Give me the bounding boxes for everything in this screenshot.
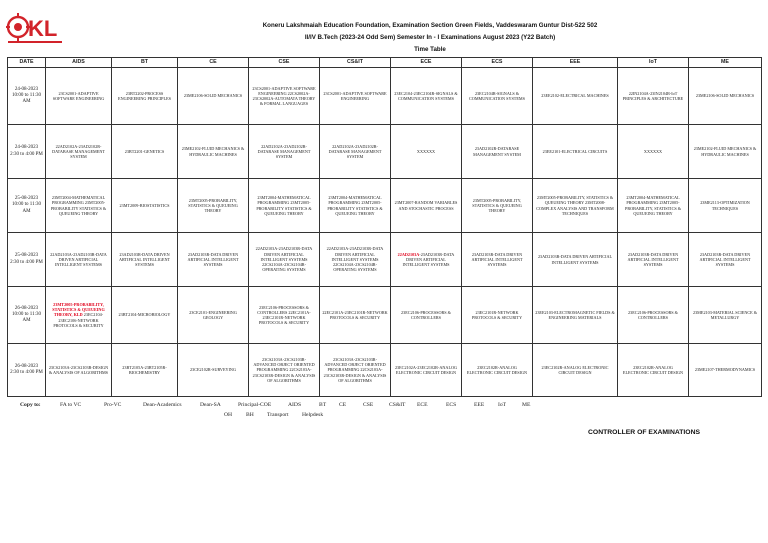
subject-cell: 23ME2103-MATERIAL SCIENCE & METALLURGY [689,287,762,344]
column-header: CS&IT [320,58,391,68]
subject-cell: 23AD2103R-DATA DRIVEN ARTIFICIAL INTELLIGENT SYSTEMS [462,233,533,287]
subject-cell: 23CS2103A-23CS2103R-ADVANCED OBJECT ORIENTED PROGRAMMING 22CS2103A-23CS2103R-DESIGN & ANALYSIS OF ALGORITHMS [249,344,320,397]
subject-cell: 23CS2001-ADAPTIVE SOFTWARE ENGINEERING [46,68,112,125]
subject-text: 23EC2104-23EC2106-NETWORK PROTOCOLS & SECURITY [53,312,104,328]
subject-cell [391,233,462,287]
subject-cell: 23ME2102-FLUID MECHANICS & HYDRAULIC MACHINES [689,125,762,179]
column-header: DATE [8,58,46,68]
exam-date-cell: 25-08-2023 2:30 to 4:00 PM [8,233,46,287]
subject-cell: 22AD2103A-23AD2103R-DATA DRIVEN ARTIFICIAL INTELLIGENT SYSTEMS 22CS2104A-23CS2104R-OPERATING SYSTEMS [320,233,391,287]
subject-cell: 23AD2102R-DATABASE MANAGEMENT SYSTEM [462,125,533,179]
subject-cell: 23EE2103-ELECTROMAGNETIC FIELDS & ENGINEERING MATERIALS [533,287,618,344]
subject-cell: 23ME2106-SOLID MECHANICS [689,68,762,125]
subject-cell: 23MT2009-BIOSTATISTICS [112,179,178,233]
subject-cell: 23ME2106-SOLID MECHANICS [178,68,249,125]
copy-recipient: ECE [417,402,428,408]
subject-cell: 23MT2005-PROBABILITY, STATISTICS & QUEUEING THEORY [178,179,249,233]
subject-cell: 22EC2101A-23EC2101R-NETWORK PROTOCOLS & SECURITY [320,287,391,344]
subject-cell: 23BT2105A-23BT2105R-BIOCHEMISTRY [112,344,178,397]
copy-recipient: CSE [363,402,374,408]
kl-university-logo-icon [6,12,64,46]
column-header: ECS [462,58,533,68]
subject-cell: 23MT2004-MATHEMATICAL PROGRAMMING 23MT2005-PROBABILITY STATISTICS & QUEUEING THEORY [46,179,112,233]
subject-cell: 22AD2102A-23AD2102R-DATABASE MANAGEMENT SYSTEM [46,125,112,179]
subject-cell: 23EC2102R-ANALOG ELECTRONIC CIRCUIT DESIGN [533,344,618,397]
exam-date-cell: 26-08-2023 2:30 to 4:00 PM [8,344,46,397]
subject-cell: 23CS2103A-23CS2103R-DESIGN & ANALYSIS OF ALGORITHMS [46,344,112,397]
subject-text: -23AD2103R-DATA DRIVEN ARTIFICIAL INTELLIGENT SYSTEMS [402,251,455,268]
column-header: IoT [618,58,689,68]
column-header: EEE [533,58,618,68]
subject-cell: 22AD2103A-23AD2103R-DATA DRIVEN ARTIFICIAL INTELLIGENT SYSTEMS 22CS2104A-23CS2104R-OPERATING SYSTEMS [249,233,320,287]
subject-cell: 23ME2113-OPTIMIZATION TECHNIQUES [689,179,762,233]
subject-cell: 23ME2107-THERMODYNAMICS [689,344,762,397]
subject-cell: 23CE2102R-SURVEYING [178,344,249,397]
subject-cell: 23AD2103R-DATA DRIVEN ARTIFICIAL INTELLIGENT SYSTEMS [689,233,762,287]
exam-date-cell: 26-08-2023 10:00 to 11:30 AM [8,287,46,344]
column-header: AIDS [46,58,112,68]
highlighted-subject: 23MT2005-PROBABILITY, STATISTICS & QUEUEING THEORY, KLD [52,301,105,318]
exam-date-cell: 24-08-2023 2:30 to 4:00 PM [8,125,46,179]
subject-cell: 23CS2103A-23CS2103R-ADVANCED OBJECT ORIENTED PROGRAMMING 22CS2103A-23CS2103R-DESIGN & ANALYSIS OF ALGORITHMS [320,344,391,397]
subject-cell: XXXXXX [391,125,462,179]
copy-recipient: OH [224,412,233,418]
subject-cell: 23BT2201-GENETICS [112,125,178,179]
copy-recipient: BT [319,402,327,408]
subject-cell: 22IN2104A-23IN2104R-IoT PRINCIPLES & ARCHITECTURE [618,68,689,125]
subject-cell: 23EC2104R-SIGNALS & COMMUNICATION SYSTEMS [462,68,533,125]
copy-recipient: Dean-Academics [143,402,182,408]
copy-to-label: Copy to: [20,402,41,408]
subject-cell: 23CS2001-ADAPTIVE SOFTWARE ENGINEERING 22CS2002A-23CS2002A-AUTOMATA THEORY & FORMAL LANGUAGES [249,68,320,125]
copy-recipient: EEE [474,402,485,408]
subject-cell: 23EC2106-PROCESSORS & CONTROLLERS [391,287,462,344]
table-row [8,287,762,344]
highlighted-subject: 22AD2103A [397,251,420,257]
subject-cell: 23EC2106-PROCESSORS & CONTROLLERS [618,287,689,344]
exam-timetable [7,57,762,397]
subject-cell: 23EC2102R-ANALOG ELECTRONIC CIRCUIT DESIGN [618,344,689,397]
copy-recipient: FA to VC [60,402,82,408]
exam-title: II/IV B.Tech (2023-24 Odd Sem) Semester In - I Examinations August 2023 (Y22 Batch) [304,34,556,41]
copy-recipient: ECS [446,402,457,408]
subject-cell [46,287,112,344]
subject-cell: 23EC2106-PROCESSORS & CONTROLLERS 22EC2101A-23EC2101R-NETWORK PROTOCOLS & SECURITY [249,287,320,344]
subject-cell: 23MT2005-PROBABILITY, STATISTICS & QUEUEING THEORY [462,179,533,233]
subject-cell: 22AD2102A-23AD2102R-DATABASE MANAGEMENT SYSTEM [249,125,320,179]
copy-recipient: BH [246,412,254,418]
column-header: CSE [249,58,320,68]
copy-recipient: Pro-VC [104,402,122,408]
copy-recipient: CS&IT [389,402,406,408]
copy-recipient: Principal-COE [238,402,272,408]
subject-cell: 23EC2102R-ANALOG ELECTRONIC CIRCUIT DESIGN [462,344,533,397]
subject-cell: 23CE2101-ENGINEERING GEOLOGY [178,287,249,344]
column-header: BT [112,58,178,68]
subject-cell: 23AD2103R-DATA DRIVEN ARTIFICIAL INTELLIGENT SYSTEMS [533,233,618,287]
subject-cell: 22AD2102A-23AD2102R-DATABASE MANAGEMENT SYSTEM [320,125,391,179]
table-row [8,179,762,233]
subject-cell: 23MT2005-PROBABILITY, STATISTICS & QUEUEING THEORY 23MT2008-COMPLEX ANALYSIS AND TRANSFORM TECHNIQUES [533,179,618,233]
table-header-row [8,58,762,68]
subject-cell: 23AD2103R-DATA DRIVEN ARTIFICIAL INTELLIGENT SYSTEMS [618,233,689,287]
subject-cell: 23EC2104-23EC2104R-SIGNALS & COMMUNICATION SYSTEMS [391,68,462,125]
copy-recipient: Helpdesk [302,412,324,418]
copy-recipient: CE [339,402,347,408]
table-row [8,233,762,287]
copy-recipient: AIDS [288,402,302,408]
timetable-title: Time Table [414,46,446,53]
controller-signature: CONTROLLER OF EXAMINATIONS [588,429,701,436]
column-header: ECE [391,58,462,68]
subject-cell: XXXXXX [618,125,689,179]
subject-cell: 23AD2103R-DATA DRIVEN ARTIFICIAL INTELLIGENT SYSTEMS [112,233,178,287]
exam-date-cell: 25-08-2023 10:00 to 11:30 AM [8,179,46,233]
column-header: ME [689,58,762,68]
subject-cell: 23CS2001-ADAPTIVE SOFTWARE ENGINEERING [320,68,391,125]
subject-cell: 23MT2004-MATHEMATICAL PROGRAMMING 23MT2005-PROBABILITY, STATISTICS & QUEUEING THEORY [618,179,689,233]
column-header: CE [178,58,249,68]
subject-cell: 22AD2103A-23AD2103R-DATA DRIVEN ARTIFICIAL INTELLIGENT SYSTEMS [46,233,112,287]
exam-date-cell: 24-08-2023 10:00 to 11:30 AM [8,68,46,125]
copy-recipient: Dean-SA [200,402,221,408]
subject-cell: 23EE2102-ELECTRICAL MACHINES [533,68,618,125]
subject-cell: 23BT2202-PROCESS ENGINEERING PRINCIPLES [112,68,178,125]
subject-cell: 23AD2103R-DATA DRIVEN ARTIFICIAL INTELLIGENT SYSTEMS [178,233,249,287]
copy-recipient: Transport [267,412,289,418]
table-row [8,68,762,125]
subject-cell: 23MT2004-MATHEMATICAL PROGRAMMING 23MT2005-PROBABILITY STATISTICS & QUEUEING THEORY [249,179,320,233]
copy-recipient: IoT [498,402,507,408]
table-row [8,344,762,397]
logo-text: KL [28,16,58,41]
subject-cell: 23BT2104-MICROBIOLOGY [112,287,178,344]
subject-cell: 23MT2004-MATHEMATICAL PROGRAMMING 23MT2005-PROBABILITY STATISTICS & QUEUEING THEORY [320,179,391,233]
subject-cell: 23EC2101R-NETWORK PROTOCOLS & SECURITY [462,287,533,344]
institution-title: Koneru Lakshmaiah Education Foundation, Examination Section Green Fields, Vaddeswaram Guntur Dist-522 502 [262,22,598,29]
subject-cell: 23EE2101-ELECTRICAL CIRCUITS [533,125,618,179]
subject-cell: 23ME2102-FLUID MECHANICS & HYDRAULIC MACHINES [178,125,249,179]
table-row [8,125,762,179]
copy-recipient: ME [522,402,531,408]
subject-cell: 23EC2102A-23EC2102R-ANALOG ELECTRONIC CIRCUIT DESIGN [391,344,462,397]
subject-cell: 23MT2007-RANDOM VARIABLES AND STOCHASTIC PROCESS [391,179,462,233]
